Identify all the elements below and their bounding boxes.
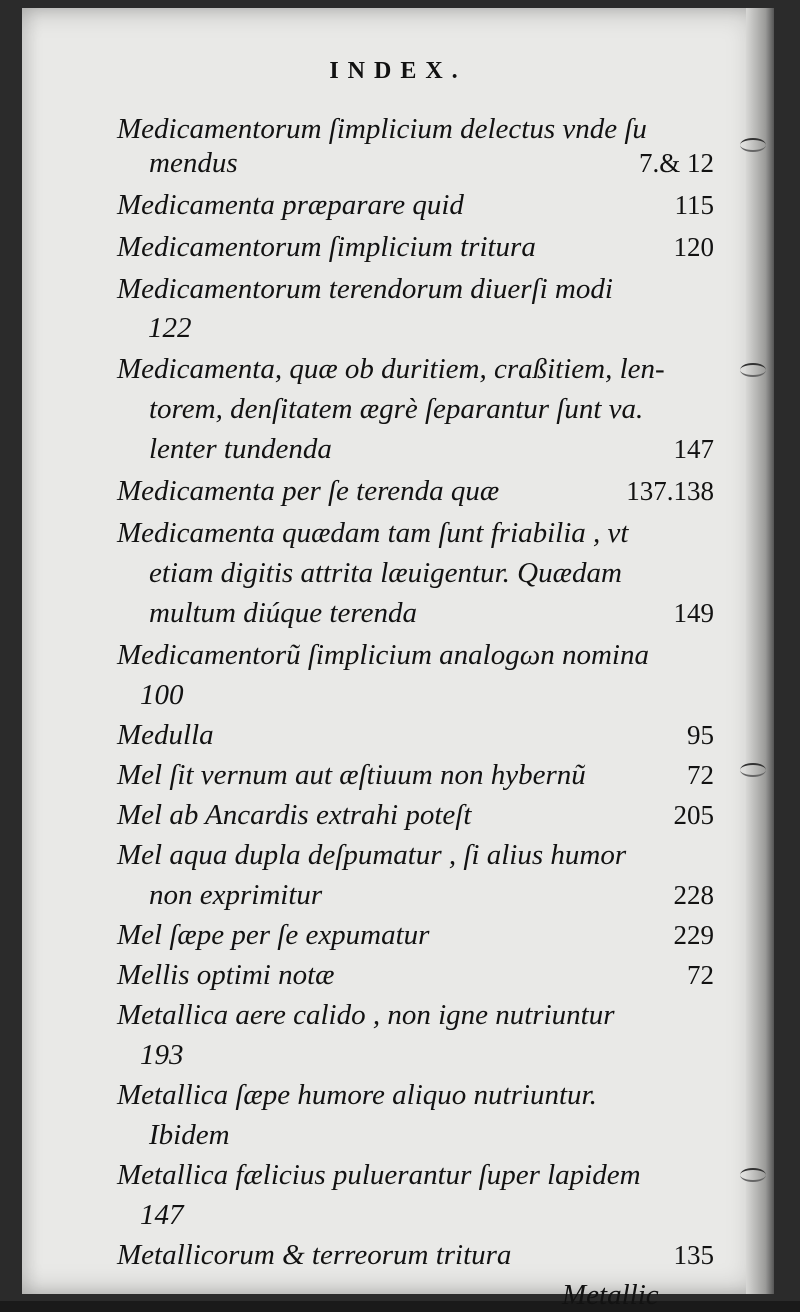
binding-stitch (740, 363, 766, 377)
page-reference: 147 (673, 434, 714, 464)
binding-gutter (746, 8, 774, 1294)
page (22, 8, 774, 1311)
page-reference: 72 (687, 960, 714, 990)
index-entry: Medicamenta quædam tam ſunt friabilia , vt (117, 517, 629, 549)
index-entry: Medicamenta per ſe terenda quæ (117, 475, 500, 507)
page-reference: 229 (673, 920, 714, 950)
page-reference: 137.138 (626, 476, 714, 506)
index-entry: Medicamentorum ſimplicium tritura (117, 231, 536, 263)
index-entry: Metallica aere calido , non igne nutriuntur (117, 999, 615, 1031)
binding-stitch (740, 763, 766, 777)
page-reference: 115 (674, 190, 714, 220)
index-entry: Medicamenta præparare quid (117, 189, 464, 221)
index-entry: 147 (140, 1199, 184, 1231)
index-entry: Mel ſit vernum aut æſtiuum non hybernũ (117, 759, 586, 791)
index-entry: Mel aqua dupla deſpumatur , ſi alius humor (117, 839, 627, 871)
binding-stitch (740, 138, 766, 152)
index-entry: Metallicorum & terreorum tritura (117, 1239, 512, 1271)
index-entry: Medulla (117, 719, 214, 751)
index-entry: 193 (140, 1039, 184, 1071)
index-entry: Medicamentorum ſimplicium delectus vnde ſu (117, 113, 647, 145)
page-reference: 228 (673, 880, 714, 910)
index-entry: Mel ſæpe per ſe expumatur (117, 919, 430, 951)
index-entry: Medicamentorũ ſimplicium analogωn nomina (117, 639, 649, 671)
index-entry: Medicamentorum terendorum diuerſi modi (117, 273, 613, 305)
page-reference: 120 (673, 232, 714, 262)
index-entry: Metallica fælicius puluerantur ſuper lapidem (117, 1159, 641, 1191)
index-entry: Metallic (562, 1279, 659, 1311)
page-reference: 205 (673, 800, 714, 830)
index-entry: Metallica ſæpe humore aliquo nutriuntur. (117, 1079, 597, 1111)
page-reference: 72 (687, 760, 714, 790)
page-title: INDEX. (329, 58, 467, 84)
index-entry: Mel ab Ancardis extrahi poteſt (117, 799, 472, 831)
page-reference: 95 (687, 720, 714, 750)
index-entry: 100 (140, 679, 184, 711)
index-entry: multum diúque terenda (149, 597, 417, 629)
index-entry: etiam digitis attrita læuigentur. Quædam (149, 557, 622, 589)
binding-stitch (740, 1168, 766, 1182)
index-entry: Ibidem (149, 1119, 230, 1151)
index-entry: lenter tundenda (149, 433, 332, 465)
page-reference: 149 (673, 598, 714, 628)
index-entry: torem, denſitatem ægrè ſeparantur ſunt va. (149, 393, 644, 425)
index-entry: Mellis optimi notæ (117, 959, 335, 991)
index-entry: non exprimitur (149, 879, 323, 911)
page-reference: 7.& 12 (638, 148, 714, 178)
page-reference: 135 (673, 1240, 714, 1270)
index-entry: 122 (148, 312, 192, 344)
index-entry: Medicamenta, quæ ob duritiem, craßitiem, len- (117, 353, 665, 385)
index-entry: mendus (149, 147, 238, 179)
